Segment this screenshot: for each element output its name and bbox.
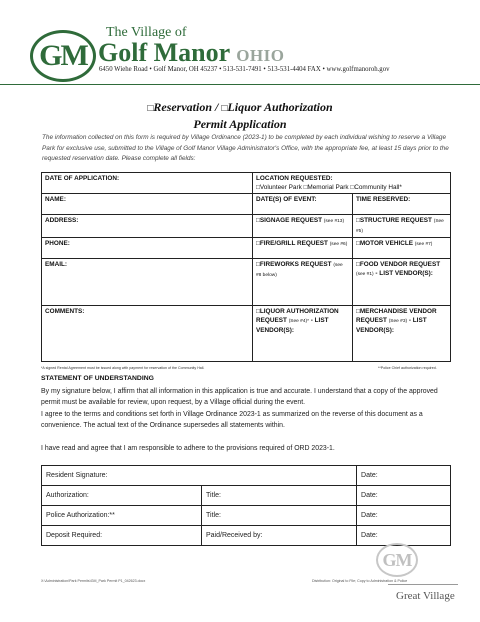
- village-name-text: Golf Manor: [98, 38, 230, 67]
- motor-vehicle-checkbox: □MOTOR VEHICLE: [356, 240, 414, 247]
- village-of-label: The Village of: [106, 25, 187, 40]
- statement-body: [41, 386, 453, 432]
- fire-note: (see #6): [329, 242, 348, 247]
- fire-grill-checkbox: □FIRE/GRILL REQUEST: [256, 240, 328, 247]
- email-label: EMAIL:: [45, 261, 68, 268]
- food-list-label: - LIST VENDOR(S):: [375, 270, 433, 277]
- deposit-date-cell[interactable]: [357, 526, 451, 546]
- dates-of-event-cell[interactable]: [253, 194, 353, 215]
- title-label: Title:: [206, 512, 221, 519]
- food-vendor-checkbox: □FOOD VENDOR REQUEST: [356, 261, 441, 268]
- form-title-line1: [0, 100, 480, 115]
- address-cell[interactable]: [42, 215, 253, 238]
- time-reserved-cell[interactable]: [353, 194, 451, 215]
- statement-acknowledgement: I have read and agree that I am responsible to adhere to the provisions required of ORD 2023-1.: [41, 445, 335, 452]
- statement-paragraph-2: I agree to the terms and conditions set forth in Village Ordinance 2023-1 as summarized on the reverse of this document as a convenience. The actual text of the Ordinance supersedes all statements within.: [41, 410, 423, 430]
- date-label: Date:: [361, 512, 378, 519]
- state-label: OHIO: [236, 46, 285, 65]
- merch-note: (See #3): [388, 319, 408, 324]
- structure-request-cell[interactable]: [353, 215, 451, 238]
- header-divider: [0, 84, 480, 85]
- merchandise-vendor-checkbox: □MERCHANDISE VENDOR REQUEST: [356, 308, 437, 324]
- deposit-required-label: Deposit Required:: [46, 532, 103, 539]
- police-date-cell[interactable]: [357, 506, 451, 526]
- name-cell[interactable]: [42, 194, 253, 215]
- police-title-cell[interactable]: [202, 506, 357, 526]
- distribution-note: Distribution: Original to File; Copy to Administration & Police: [312, 579, 408, 583]
- village-logo: [30, 30, 96, 82]
- community-hall-footnote: *A signed Rental Agreement must be issued along with payment for reservation of the Community Hall.: [41, 366, 205, 370]
- reservation-checkbox[interactable]: □: [147, 103, 154, 114]
- phone-label: PHONE:: [45, 240, 70, 247]
- dates-of-event-label: DATE(S) OF EVENT:: [256, 196, 317, 203]
- motor-note: (see #7): [414, 242, 433, 247]
- signage-request-cell[interactable]: [253, 215, 353, 238]
- memorial-park-checkbox[interactable]: □Memorial Park: [303, 184, 349, 191]
- liquor-authorization-cell[interactable]: [253, 306, 353, 362]
- address-label: ADDRESS:: [45, 217, 79, 224]
- application-form-table: [41, 172, 451, 362]
- date-label: Date:: [361, 492, 378, 499]
- authorization-title-cell[interactable]: [202, 486, 357, 506]
- village-name: [98, 38, 284, 68]
- title-liquor: Liquor Authorization: [227, 100, 333, 114]
- paid-received-label: Paid/Received by:: [206, 532, 263, 539]
- form-title-line2: Permit Application: [193, 117, 287, 131]
- location-requested-cell: [253, 173, 451, 194]
- comments-label: COMMENTS:: [45, 308, 85, 315]
- name-label: NAME:: [45, 196, 66, 203]
- contact-line: 6450 Wiehe Road • Golf Manor, OH 45237 • 513-531-7491 • 513-531-4404 FAX • www.golfmanoroh.gov: [99, 66, 390, 73]
- intro-text: The information collected on this form is required by Village Ordinance (2023-1) to be completed by each individual wishing to reserve a Village Park for exclusive use, submitted to the Village of Golf Manor Village Administrator's Office, with the appropriate fee, at least 15 days prior to the requested reservation date. Please complete all fields:: [42, 134, 449, 162]
- footer-tagline: Great Village: [396, 590, 455, 602]
- police-authorization-cell[interactable]: [42, 506, 202, 526]
- email-cell[interactable]: [42, 259, 253, 306]
- merch-list-label: - LIST VENDOR(S):: [356, 317, 427, 334]
- authorization-cell[interactable]: [42, 486, 202, 506]
- file-path: X:\Administration\Park Permits\GM_Park Permit P1_042623.docx: [41, 579, 146, 583]
- community-hall-checkbox[interactable]: □Community Hall*: [350, 184, 402, 191]
- food-note: (see #1): [356, 272, 374, 277]
- footer-logo-letters: GM: [382, 549, 412, 570]
- statement-heading: STATEMENT OF UNDERSTANDING: [41, 375, 154, 382]
- footer-logo: [376, 543, 418, 577]
- police-authorization-label: Police Authorization:**: [46, 512, 115, 519]
- fireworks-cell[interactable]: [253, 259, 353, 306]
- title-label: Title:: [206, 492, 221, 499]
- liquor-list-label: - LIST VENDOR(S):: [256, 317, 329, 334]
- fireworks-note: (see #8 below): [256, 263, 343, 278]
- deposit-required-cell[interactable]: [42, 526, 202, 546]
- merchandise-vendor-cell[interactable]: [353, 306, 451, 362]
- liquor-note: (See #4)*: [288, 319, 309, 324]
- fire-grill-cell[interactable]: [253, 238, 353, 259]
- date-of-application-cell[interactable]: [42, 173, 253, 194]
- logo-letters: GM: [39, 39, 87, 72]
- resident-date-cell[interactable]: [357, 466, 451, 486]
- liquor-authorization-checkbox: □LIQUOR AUTHORIZATION REQUEST: [256, 308, 339, 324]
- authorization-label: Authorization:: [46, 492, 89, 499]
- date-label: Date:: [361, 472, 378, 479]
- motor-vehicle-cell[interactable]: [353, 238, 451, 259]
- signage-request-checkbox: □SIGNAGE REQUEST: [256, 217, 323, 224]
- location-requested-label: LOCATION REQUESTED:: [256, 175, 333, 182]
- liquor-checkbox[interactable]: □: [221, 103, 228, 114]
- fireworks-checkbox: □FIREWORKS REQUEST: [256, 261, 332, 268]
- footer-logo-divider: [388, 584, 458, 585]
- signage-note: (see #13): [323, 219, 345, 224]
- structure-note: (See #5): [356, 219, 444, 234]
- phone-cell[interactable]: [42, 238, 253, 259]
- date-label: Date:: [361, 532, 378, 539]
- food-vendor-cell[interactable]: [353, 259, 451, 306]
- statement-paragraph-1: By my signature below, I affirm that all information in this application is true and accurate. I understand that a copy of the approved permit must be available for review, upon request, by a Village official during the event.: [41, 388, 438, 407]
- resident-signature-label: Resident Signature:: [46, 472, 108, 479]
- comments-cell[interactable]: [42, 306, 253, 362]
- authorization-date-cell[interactable]: [357, 486, 451, 506]
- paid-received-cell[interactable]: [202, 526, 357, 546]
- resident-signature-cell[interactable]: [42, 466, 357, 486]
- date-of-application-label: DATE OF APPLICATION:: [45, 175, 120, 182]
- time-reserved-label: TIME RESERVED:: [356, 196, 411, 203]
- title-reservation: Reservation /: [153, 100, 219, 114]
- police-footnote: **Police Chief authorization required.: [378, 366, 437, 370]
- volunteer-park-checkbox[interactable]: □Volunteer Park: [256, 184, 302, 191]
- structure-request-checkbox: □STRUCTURE REQUEST: [356, 217, 432, 224]
- signature-table: [41, 465, 451, 546]
